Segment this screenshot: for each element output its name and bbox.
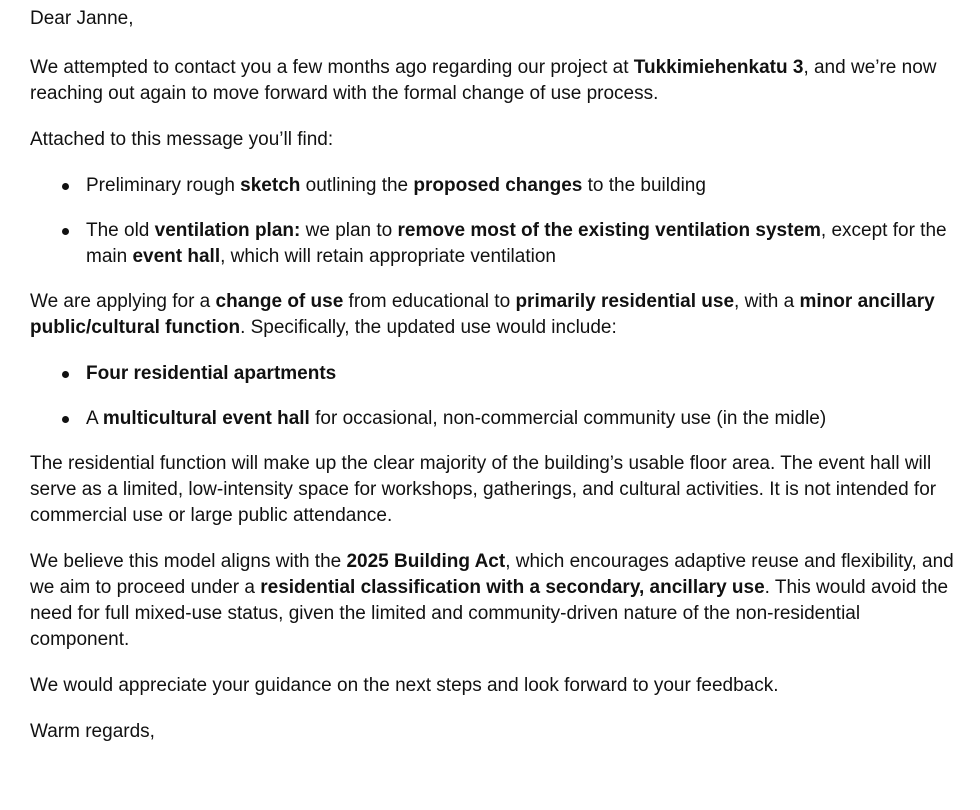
list-item-ventilation xyxy=(86,218,960,270)
greeting: Dear Janne, xyxy=(30,8,134,29)
item-bold: event hall xyxy=(132,246,221,267)
project-address: Tukkimiehenkatu 3 xyxy=(633,57,804,78)
list-item-sketch xyxy=(86,173,960,199)
para-bold: minor ancillary public/cultural function xyxy=(30,291,935,338)
attachments-list xyxy=(30,173,960,270)
para-text: , with a xyxy=(734,291,800,312)
item-text: we plan to xyxy=(300,220,398,241)
item-text: , which will retain appropriate ventilation xyxy=(220,246,556,267)
closing: Warm regards, xyxy=(30,721,155,742)
item-text: for occasional, non-commercial community use (in the midle) xyxy=(309,408,827,429)
item-text: , except for the main xyxy=(86,220,947,267)
item-text: Preliminary rough xyxy=(86,175,241,196)
item-bold: multicultural event hall xyxy=(102,408,310,429)
para-bold: residential classification with a secondary, ancillary use xyxy=(260,577,765,598)
para-bold: change of use xyxy=(215,291,344,312)
change-of-use-paragraph xyxy=(30,289,960,341)
item-bold: sketch xyxy=(240,175,301,196)
item-bold: proposed changes xyxy=(413,175,583,196)
building-act-paragraph xyxy=(30,549,960,653)
use-list xyxy=(30,361,960,432)
para-text: We believe this model aligns with the xyxy=(30,551,347,572)
para-text: We are applying for a xyxy=(30,291,216,312)
item-text: to the building xyxy=(582,175,706,196)
residential-function-paragraph: The residential function will make up the clear majority of the building’s usable floor area. The event hall will serve as a limited, low-intensity space for workshops, gatherings, and cultural activities. It is not intended for commercial use or large public attendance. xyxy=(30,453,937,526)
item-text: A xyxy=(86,408,103,429)
para-text: from educational to xyxy=(343,291,516,312)
item-bold: Four residential apartments xyxy=(86,363,337,384)
intro-text-1: We attempted to contact you a few months ago regarding our project at xyxy=(30,57,634,78)
para-bold: 2025 Building Act xyxy=(346,551,506,572)
intro-text-2: , and we’re now reaching out again to move forward with the formal change of use process. xyxy=(30,57,937,104)
item-text: outlining the xyxy=(300,175,414,196)
list-item-apartments xyxy=(86,361,960,387)
intro-paragraph xyxy=(30,55,960,107)
item-bold: ventilation plan: xyxy=(154,220,301,241)
para-text: . Specifically, the updated use would include: xyxy=(240,317,617,338)
para-text: , which encourages adaptive reuse and flexibility, and we aim to proceed under a xyxy=(30,551,954,598)
list-item-event-hall xyxy=(86,406,960,432)
item-text: The old xyxy=(86,220,155,241)
attachments-intro: Attached to this message you’ll find: xyxy=(30,129,334,150)
para-text: . This would avoid the need for full mixed-use status, given the limited and community-driven nature of the non-residential component. xyxy=(30,577,949,650)
guidance-paragraph: We would appreciate your guidance on the next steps and look forward to your feedback. xyxy=(30,675,779,696)
item-bold: remove most of the existing ventilation system xyxy=(397,220,821,241)
para-bold: primarily residential use xyxy=(515,291,735,312)
